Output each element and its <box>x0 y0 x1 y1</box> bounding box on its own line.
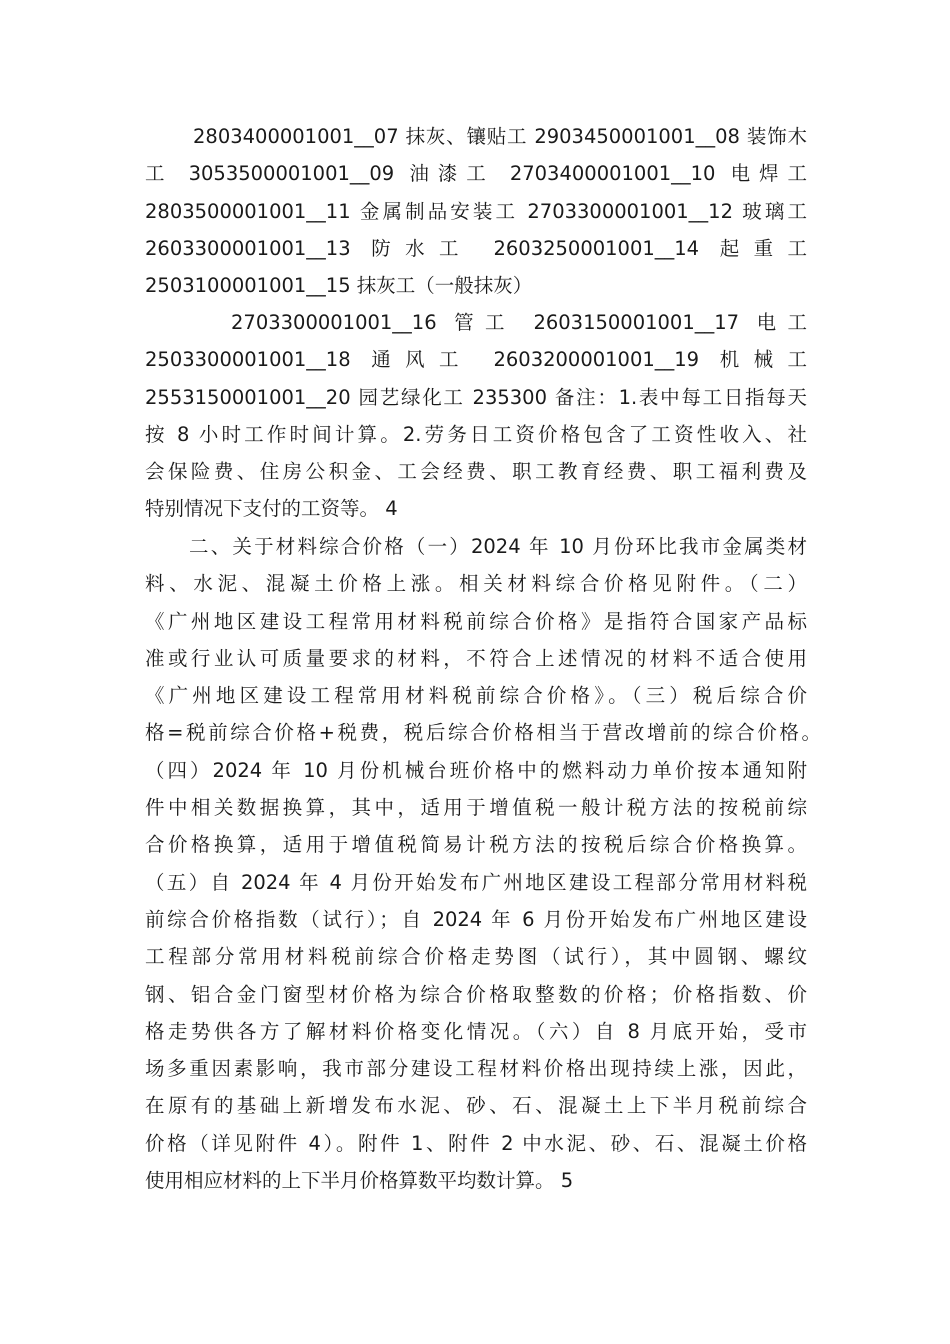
text-line: 2803400001001__07 抹灰、镶贴工 2903450001001__08 装饰木 <box>193 125 807 148</box>
text-line: 件中相关数据换算，其中，适用于增值税一般计税方法的按税前综 <box>145 796 807 820</box>
text-line: 价格（详见附件 4）。附件 1、附件 2 中水泥、砂、石、混凝土价格 <box>145 1131 807 1155</box>
text-line: 按 8 小时工作时间计算。2.劳务日工资价格包含了工资性收入、社 <box>145 422 807 446</box>
paragraph-material-prices <box>145 528 821 1199</box>
text-line: 《广州地区建设工程常用材料税前综合价格》。（三）税后综合价 <box>145 684 807 708</box>
text-line: 准或行业认可质量要求的材料，不符合上述情况的材料不适合使用 <box>145 646 807 670</box>
text-line: 使用相应材料的上下半月价格算数平均数计算。 5 <box>145 1169 574 1193</box>
text-line: 在原有的基础上新增发布水泥、砂、石、混凝土上下半月税前综合 <box>145 1094 807 1118</box>
text-line: （四）2024 年 10 月份机械台班价格中的燃料动力单价按本通知附 <box>145 758 807 782</box>
text-line: （五）自 2024 年 4 月份开始发布广州地区建设工程部分常用材料税 <box>145 870 807 894</box>
text-line: 格=税前综合价格+税费，税后综合价格相当于营改增前的综合价格。 <box>145 721 821 745</box>
text-line: 场多重因素影响，我市部分建设工程材料价格出现持续上涨，因此， <box>145 1057 807 1081</box>
text-line: 2553150001001__20 园艺绿化工 235300 备注：1.表中每工日指每天 <box>145 385 807 409</box>
paragraph-worker-codes-1 <box>145 118 807 304</box>
section-heading-line: 二、关于材料综合价格（一）2024 年 10 月份环比我市金属类材 <box>189 535 807 558</box>
text-line: 工 3053500001001__09 油漆工 2703400001001__10 电焊工 <box>145 162 807 186</box>
text-line: 合价格换算，适用于增值税简易计税方法的按税后综合价格换算。 <box>145 833 807 857</box>
text-line: 格走势供各方了解材料价格变化情况。（六）自 8 月底开始，受市 <box>145 1019 807 1043</box>
paragraph-worker-codes-2 <box>145 304 807 528</box>
text-line: 钢、铝合金门窗型材价格为综合价格取整数的价格；价格指数、价 <box>145 982 807 1006</box>
text-line: 特别情况下支付的工资等。 4 <box>145 497 398 521</box>
text-line: 2503100001001__15 抹灰工（一般抹灰） <box>145 274 533 298</box>
text-line: 2603300001001__13 防水工 2603250001001__14 起重工 <box>145 236 807 260</box>
text-line: 工程部分常用材料税前综合价格走势图（试行），其中圆钢、螺纹 <box>145 945 807 969</box>
text-line: 会保险费、住房公积金、工会经费、职工教育经费、职工福利费及 <box>145 460 807 484</box>
text-line: 2803500001001__11 金属制品安装工 2703300001001__12 玻璃工 <box>145 199 807 223</box>
text-line: 《广州地区建设工程常用材料税前综合价格》是指符合国家产品标 <box>145 609 807 633</box>
text-line: 前综合价格指数（试行）；自 2024 年 6 月份开始发布广州地区建设 <box>145 907 807 931</box>
text-line: 料、水泥、混凝土价格上涨。相关材料综合价格见附件。（二） <box>145 572 807 596</box>
text-line: 2503300001001__18 通风工 2603200001001__19 机械工 <box>145 348 807 372</box>
text-line: 2703300001001__16 管工 2603150001001__17 电工 <box>231 311 807 334</box>
